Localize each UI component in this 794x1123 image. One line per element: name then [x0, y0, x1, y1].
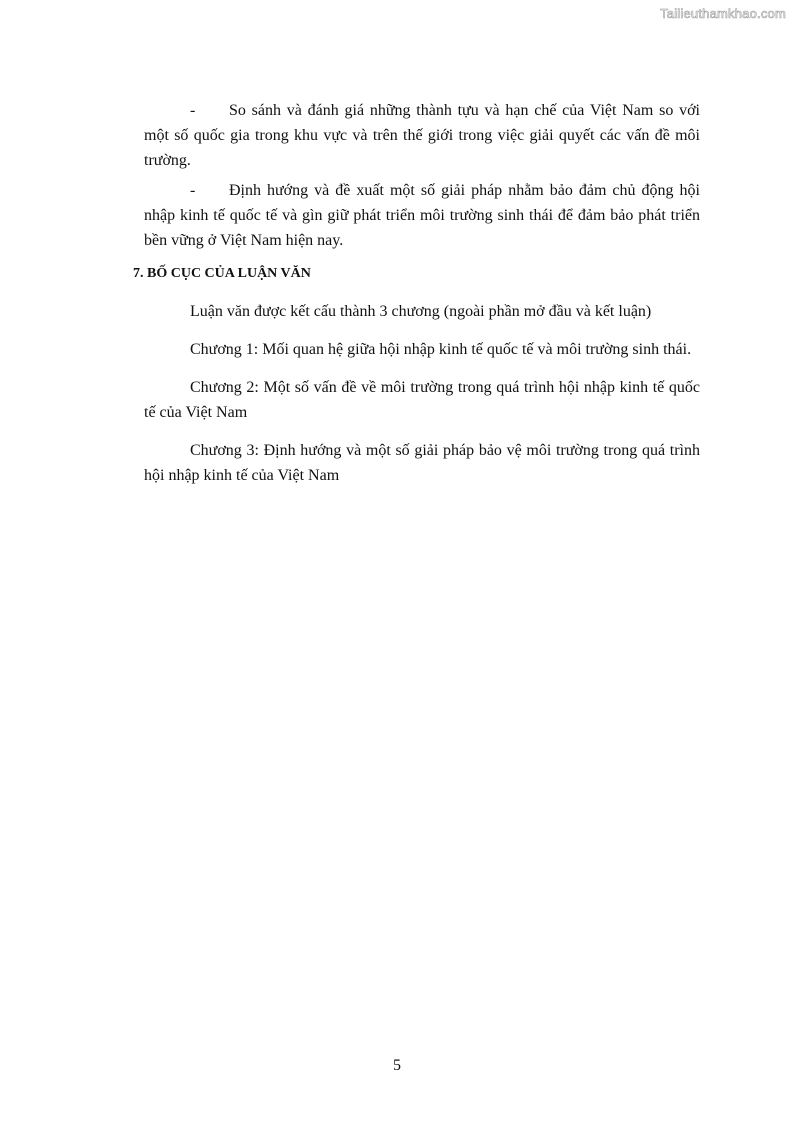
bullet-item: [144, 98, 700, 173]
bullet-marker: -: [190, 182, 196, 199]
bullet-text: Định hướng và đề xuất một số giải pháp nhằm bảo đảm chủ động hội nhập kinh tế quốc tế và gìn giữ phát triển môi trường sinh thái để đảm bảo phát triển bền vững ở Việt Nam hiện nay.: [144, 182, 700, 249]
paragraph-chapter-2: Chương 2: Một số vấn đề về môi trường trong quá trình hội nhập kinh tế quốc tế của Việt Nam: [144, 379, 700, 421]
bullet-marker: -: [190, 102, 196, 119]
document-body: [133, 98, 700, 501]
paragraph-chapter-3: Chương 3: Định hướng và một số giải pháp bảo vệ môi trường trong quá trình hội nhập kinh tế của Việt Nam: [144, 442, 700, 484]
paragraph-intro: Luận văn được kết cấu thành 3 chương (ngoài phần mở đầu và kết luận): [190, 303, 652, 320]
page-number: 5: [393, 1057, 401, 1074]
bullet-text: So sánh và đánh giá những thành tựu và hạn chế của Việt Nam so với một số quốc gia trong khu vực và trên thế giới trong việc giải quyết các vấn đề môi trường.: [144, 102, 700, 169]
bullet-item: [144, 178, 700, 253]
watermark: Tailieuthamkhao.com: [660, 6, 786, 21]
paragraph-chapter-1: Chương 1: Mối quan hệ giữa hội nhập kinh tế quốc tế và môi trường sinh thái.: [190, 341, 692, 358]
section-heading: 7. BỐ CỤC CỦA LUẬN VĂN: [133, 266, 311, 281]
